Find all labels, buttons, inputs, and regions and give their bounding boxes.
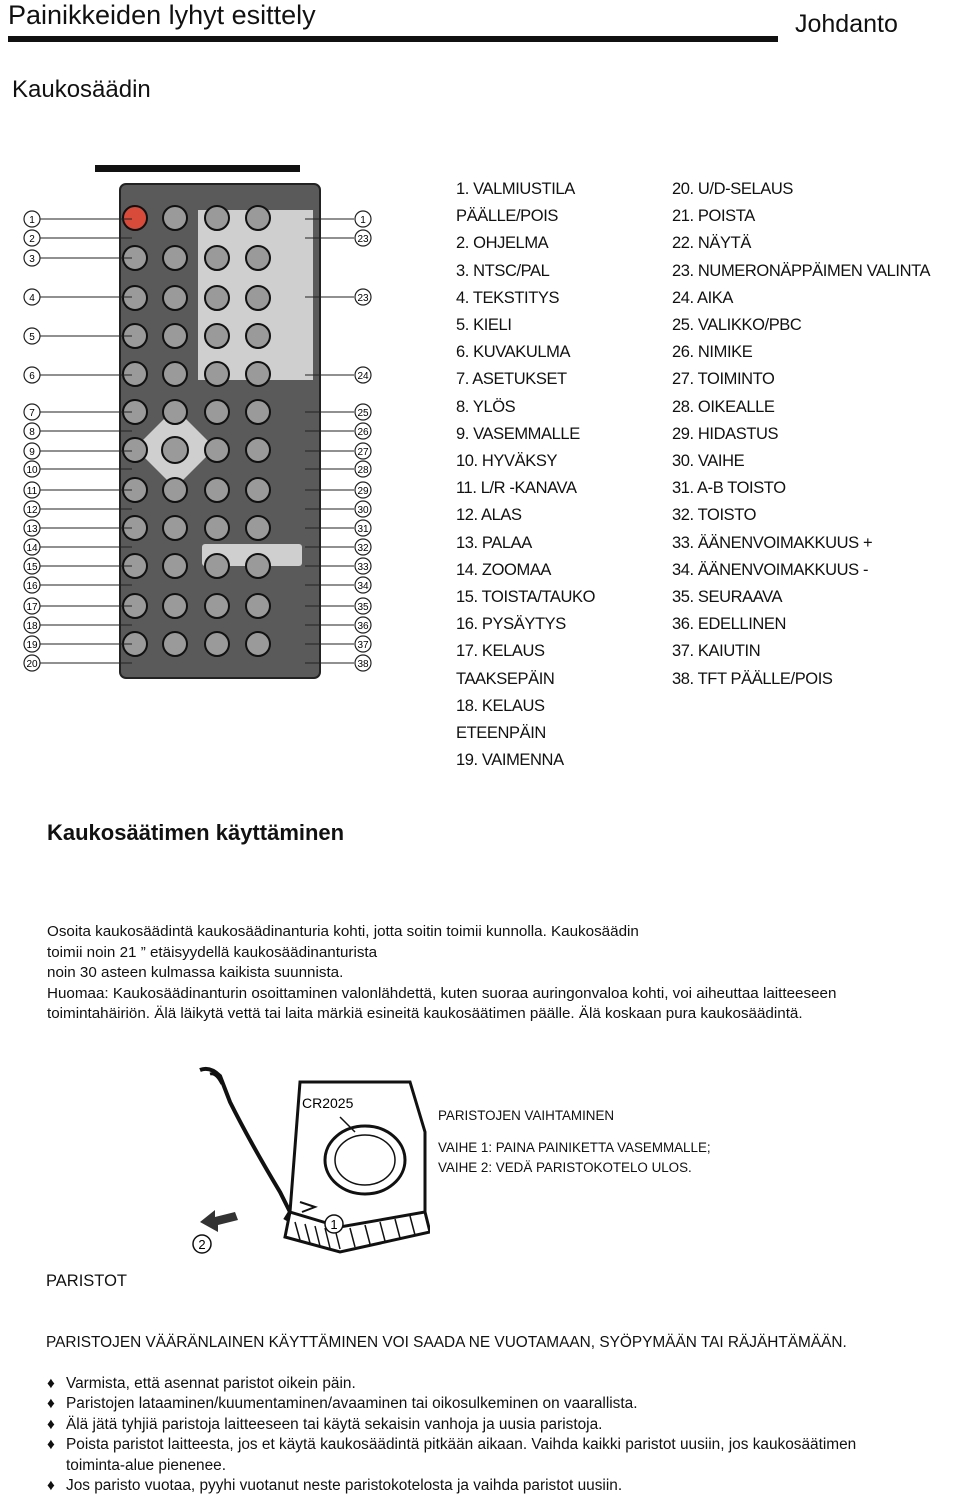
legend-item: 32. TOISTO xyxy=(672,506,757,525)
bullet-text: Jos paristo vuotaa, pyyhi vuotanut neste paristokotelosta ja vaihda paristot uusiin. xyxy=(66,1477,623,1495)
remote-button xyxy=(205,246,229,270)
bullet-text: Älä jätä tyhjiä paristoja laitteeseen tai käytä sekaisin vanhoja ja uusia paristoja. xyxy=(66,1415,603,1433)
legend-item: 2. OHJELMA xyxy=(456,234,549,253)
remote-button xyxy=(246,478,270,502)
callout-number: 10 xyxy=(26,465,38,476)
legend-item: 4. TEKSTITYS xyxy=(456,288,560,307)
usage-paragraph: Osoita kaukosäädintä kaukosäädinanturia kohti, jotta soitin toimii kunnolla. Kaukosäädin xyxy=(47,923,639,940)
remote-button xyxy=(205,206,229,230)
remote-button xyxy=(163,324,187,348)
callout-number: 26 xyxy=(357,427,369,438)
battery-caption-step: VAIHE 1: PAINA PAINIKETTA VASEMMALLE; xyxy=(438,1140,711,1155)
remote-button xyxy=(123,438,147,462)
legend-item: 36. EDELLINEN xyxy=(672,615,787,634)
legend-item: ETEENPÄIN xyxy=(456,724,546,743)
callout-number: 4 xyxy=(29,293,35,304)
callout-number: 15 xyxy=(26,562,38,573)
battery-type-label: CR2025 xyxy=(302,1095,354,1111)
callout-number: 11 xyxy=(26,486,38,497)
usage-paragraph: noin 30 asteen kulmassa kaikista suunnista. xyxy=(47,964,344,982)
bullet-item xyxy=(46,1435,916,1476)
section-heading-remote: Kaukosäädin xyxy=(12,76,151,103)
remote-button xyxy=(163,594,187,618)
legend-item: 5. KIELI xyxy=(456,316,512,335)
chapter-title: Johdanto xyxy=(795,10,898,38)
callout-number: 25 xyxy=(357,408,369,419)
legend-item: 27. TOIMINTO xyxy=(672,370,775,389)
battery-caption-step: VAIHE 2: VEDÄ PARISTOKOTELO ULOS. xyxy=(438,1160,692,1175)
usage-paragraph: toimii noin 21 ” etäisyydellä kaukosäädinanturista xyxy=(47,943,378,961)
remote-button xyxy=(163,516,187,540)
remote-button xyxy=(205,516,229,540)
remote-button xyxy=(205,324,229,348)
usage-paragraph: Huomaa: Kaukosäädinanturin osoittaminen valonlähdettä, kuten suoraa auringonvaloa kohti, voi aiheuttaa laitteeseen toimintahäiriön. Älä läikytä vettä tai laita märkiä esineitä kaukosäätimen päälle. Älä koskaan pura kaukosäädintä. xyxy=(47,984,837,1023)
bullet-diamond-icon: ♦ xyxy=(47,1375,55,1392)
callout-number: 36 xyxy=(357,621,369,632)
remote-button xyxy=(246,632,270,656)
legend-item: 14. ZOOMAA xyxy=(456,560,552,579)
legend-item: 6. KUVAKULMA xyxy=(456,343,571,362)
legend-item: 30. VAIHE xyxy=(672,452,745,471)
callout-number: 20 xyxy=(26,659,38,670)
callout-number: 1 xyxy=(29,215,35,226)
legend-item: 15. TOISTA/TAUKO xyxy=(456,588,596,607)
legend-item: 17. KELAUS xyxy=(456,642,545,661)
section-heading-usage: Kaukosäätimen käyttäminen xyxy=(47,820,345,845)
remote-button xyxy=(163,362,187,386)
remote-button xyxy=(205,286,229,310)
legend-item: 13. PALAA xyxy=(456,533,532,552)
remote-button xyxy=(205,438,229,462)
step-marker-1-label: 1 xyxy=(330,1217,338,1232)
remote-button xyxy=(163,286,187,310)
legend-item: 35. SEURAAVA xyxy=(672,588,783,607)
callout-number: 33 xyxy=(357,562,369,573)
remote-button xyxy=(205,594,229,618)
button-legend-right xyxy=(672,176,958,693)
remote-button xyxy=(246,554,270,578)
remote-button xyxy=(205,478,229,502)
battery-caption-title: PARISTOJEN VAIHTAMINEN xyxy=(438,1108,615,1123)
callout-number: 8 xyxy=(29,427,35,438)
remote-button xyxy=(123,362,147,386)
callout-number: 17 xyxy=(26,602,38,613)
legend-item: 34. ÄÄNENVOIMAKKUUS - xyxy=(672,560,869,579)
remote-button xyxy=(163,206,187,230)
legend-item: 18. KELAUS xyxy=(456,696,545,715)
legend-item: 25. VALIKKO/PBC xyxy=(672,316,802,335)
callout-number: 37 xyxy=(357,640,369,651)
remote-control-illustration xyxy=(20,160,375,680)
remote-button xyxy=(205,632,229,656)
remote-button xyxy=(246,206,270,230)
callout-number: 5 xyxy=(29,332,35,343)
legend-item: 26. NIMIKE xyxy=(672,343,753,362)
bullet-text: Paristojen lataaminen/kuumentaminen/avaaminen tai oikosulkeminen on vaarallista. xyxy=(66,1395,638,1413)
callout-number: 1 xyxy=(360,215,366,226)
callout-number: 31 xyxy=(357,524,369,535)
callout-number: 2 xyxy=(29,234,35,245)
callout-number: 23 xyxy=(357,234,369,245)
legend-item: 9. VASEMMALLE xyxy=(456,424,580,443)
bullet-item xyxy=(46,1476,916,1496)
callout-number: 32 xyxy=(357,543,369,554)
remote-button xyxy=(205,362,229,386)
legend-item: 23. NUMERONÄPPÄIMEN VALINTA xyxy=(672,261,931,280)
remote-top-bar xyxy=(95,165,300,172)
bullet-text: Poista paristot laitteesta, jos et käytä kaukosäädintä pitkään aikaan. Vaihda kaikki paristot uusiin, jos kaukosäätimen toiminta-alue pienenee. xyxy=(66,1436,857,1474)
legend-item: 21. POISTA xyxy=(672,207,755,226)
remote-button xyxy=(246,324,270,348)
callout-number: 28 xyxy=(357,465,369,476)
callout-number: 6 xyxy=(29,371,35,382)
page-title: Painikkeiden lyhyt esittely xyxy=(8,0,316,30)
callout-number: 19 xyxy=(26,640,38,651)
legend-item: 38. TFT PÄÄLLE/POIS xyxy=(672,669,833,688)
legend-item: 19. VAIMENNA xyxy=(456,751,564,770)
callout-number: 13 xyxy=(26,524,38,535)
legend-item: 22. NÄYTÄ xyxy=(672,234,751,253)
remote-button xyxy=(205,554,229,578)
remote-button xyxy=(205,400,229,424)
legend-item: 24. AIKA xyxy=(672,288,734,307)
left-callouts xyxy=(24,211,132,671)
bullet-diamond-icon: ♦ xyxy=(47,1436,55,1454)
bullet-diamond-icon: ♦ xyxy=(47,1477,55,1495)
step-marker-2-label: 2 xyxy=(198,1237,206,1252)
legend-item: 28. OIKEALLE xyxy=(672,397,775,416)
battery-replacement-figure xyxy=(190,1062,430,1262)
remote-button xyxy=(123,286,147,310)
legend-item: 11. L/R -KANAVA xyxy=(456,479,577,498)
cable-outline xyxy=(200,1069,290,1220)
legend-item: 33. ÄÄNENVOIMAKKUUS + xyxy=(672,533,873,552)
callout-number: 23 xyxy=(357,293,369,304)
remote-button xyxy=(163,246,187,270)
callout-number: 38 xyxy=(357,659,369,670)
remote-button xyxy=(246,400,270,424)
callout-number: 34 xyxy=(357,581,369,592)
remote-button xyxy=(163,478,187,502)
legend-item: 16. PYSÄYTYS xyxy=(456,615,566,634)
section-heading-batteries: PARISTOT xyxy=(46,1272,127,1290)
callout-number: 24 xyxy=(357,371,369,382)
remote-button xyxy=(246,438,270,462)
callout-number: 29 xyxy=(357,486,369,497)
remote-button xyxy=(163,632,187,656)
bullet-diamond-icon: ♦ xyxy=(47,1415,55,1433)
remote-button xyxy=(163,554,187,578)
bullet-item xyxy=(46,1374,916,1394)
legend-item: PÄÄLLE/POIS xyxy=(456,207,558,226)
bullet-item xyxy=(46,1394,916,1414)
header-rule xyxy=(8,36,778,42)
bullet-item xyxy=(46,1415,916,1435)
legend-item: 31. A-B TOISTO xyxy=(672,479,786,498)
bullet-diamond-icon: ♦ xyxy=(47,1395,55,1413)
legend-item: 8. YLÖS xyxy=(456,397,516,416)
callout-number: 30 xyxy=(357,505,369,516)
remote-button xyxy=(246,594,270,618)
coin-battery xyxy=(325,1126,405,1194)
legend-item: 12. ALAS xyxy=(456,506,522,525)
remote-button xyxy=(123,206,147,230)
callout-number: 35 xyxy=(357,602,369,613)
remote-button xyxy=(246,246,270,270)
callout-number: 12 xyxy=(26,505,38,516)
legend-item: 20. U/D-SELAUS xyxy=(672,180,793,198)
usage-text xyxy=(47,922,927,1025)
legend-item: 37. KAIUTIN xyxy=(672,642,761,661)
battery-warning-text: PARISTOJEN VÄÄRÄNLAINEN KÄYTTÄMINEN VOI SAADA NE VUOTAMAAN, SYÖPYMÄÄN TAI RÄJÄHTÄMÄÄN. xyxy=(46,1334,847,1351)
legend-item: 7. ASETUKSET xyxy=(456,370,567,389)
button-legend-left xyxy=(456,176,656,774)
callout-number: 9 xyxy=(29,447,35,458)
callout-number: 7 xyxy=(29,408,35,419)
legend-item: 3. NTSC/PAL xyxy=(456,261,550,280)
pull-arrow xyxy=(200,1210,238,1232)
legend-item: 10. HYVÄKSY xyxy=(456,452,558,471)
remote-button xyxy=(163,400,187,424)
remote-button xyxy=(246,362,270,386)
battery-bullets xyxy=(46,1374,916,1496)
battery-caption xyxy=(438,1106,711,1178)
remote-ok-button xyxy=(162,437,188,463)
remote-button xyxy=(246,286,270,310)
remote-button xyxy=(246,516,270,540)
callout-number: 16 xyxy=(26,581,38,592)
legend-item: TAAKSEPÄIN xyxy=(456,669,555,688)
callout-number: 18 xyxy=(26,621,38,632)
legend-item: 1. VALMIUSTILA xyxy=(456,180,575,198)
callout-number: 27 xyxy=(357,447,369,458)
bullet-text: Varmista, että asennat paristot oikein päin. xyxy=(66,1375,356,1392)
battery-warning xyxy=(46,1333,916,1353)
callout-number: 3 xyxy=(29,254,35,265)
callout-number: 14 xyxy=(26,543,38,554)
legend-item: 29. HIDASTUS xyxy=(672,424,779,443)
